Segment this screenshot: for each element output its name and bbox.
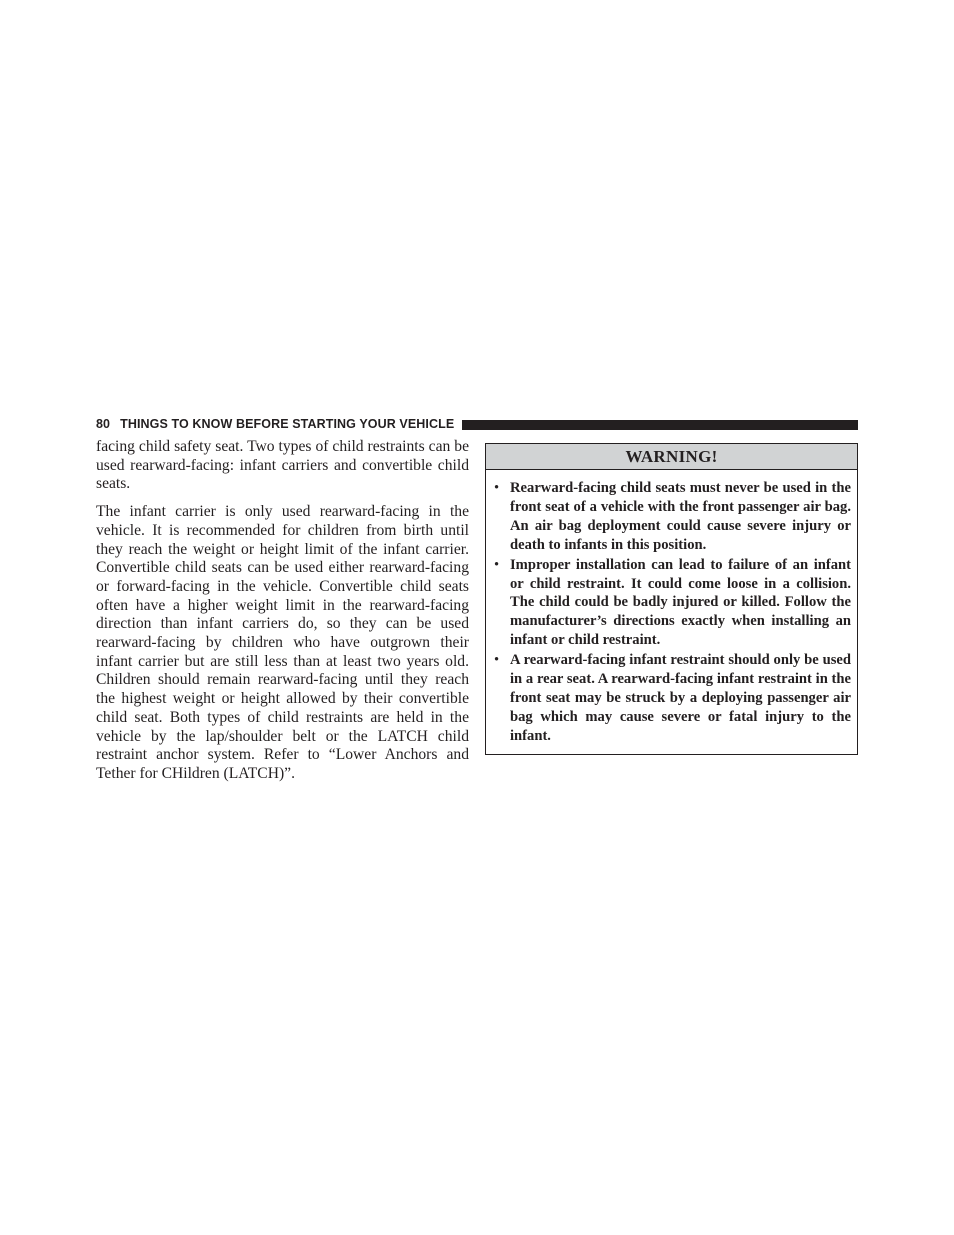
warning-item-text: Improper installation can lead to failure of an infant or child restraint. It could come loose in a collision. The child could be badly injured or killed. Follow the manufacturer’s directions exactly when installing an infant or child restraint. bbox=[510, 556, 851, 649]
warning-item-text: Rearward-facing child seats must never be used in the front seat of a vehicle with the front passenger air bag. An air bag deployment could cause severe injury or death to infants in this position. bbox=[510, 480, 851, 553]
warning-list bbox=[486, 470, 857, 754]
bullet-icon: • bbox=[494, 480, 500, 496]
warning-item bbox=[492, 479, 851, 555]
header-rule-bar bbox=[462, 420, 858, 430]
body-paragraph: The infant carrier is only used rearward-facing in the vehicle. It is recommended for children from birth until they reach the weight or height limit of the infant carrier. Convertible child seats can be used either rearward-facing or forward-facing in the vehicle. Convertible child seats often have a higher weight limit in the rearward-facing direction than infant carriers do, so they can be used rearward-facing by children who have outgrown their infant carrier but are still less than at least two years old. Children should remain rearward-facing until they reach the highest weight or height allowed by their convertible child seat. Both types of child restraints are held in the vehicle by the lap/shoulder belt or the LATCH child restraint anchor system. Refer to “Lower Anchors and Tether for CHildren (LATCH)”. bbox=[96, 503, 469, 782]
section-title: THINGS TO KNOW BEFORE STARTING YOUR VEHICLE bbox=[120, 417, 455, 431]
warning-item-text: A rearward-facing infant restraint should only be used in a rear seat. A rearward-facing infant restraint in the front seat may be struck by a deploying passenger air bag which may cause severe or fatal injury to the infant. bbox=[510, 652, 851, 744]
page-number: 80 bbox=[96, 417, 111, 431]
warning-box bbox=[485, 443, 858, 755]
bullet-icon: • bbox=[494, 556, 500, 573]
header-text bbox=[96, 417, 454, 431]
bullet-icon: • bbox=[494, 652, 500, 669]
body-paragraph: facing child safety seat. Two types of child restraints can be used rearward-facing: infant carriers and convertible child seats. bbox=[96, 438, 469, 493]
warning-item bbox=[492, 651, 851, 746]
warning-item bbox=[492, 556, 851, 651]
running-header bbox=[96, 417, 858, 431]
warning-title: WARNING! bbox=[486, 444, 857, 470]
body-text-column bbox=[96, 438, 469, 793]
